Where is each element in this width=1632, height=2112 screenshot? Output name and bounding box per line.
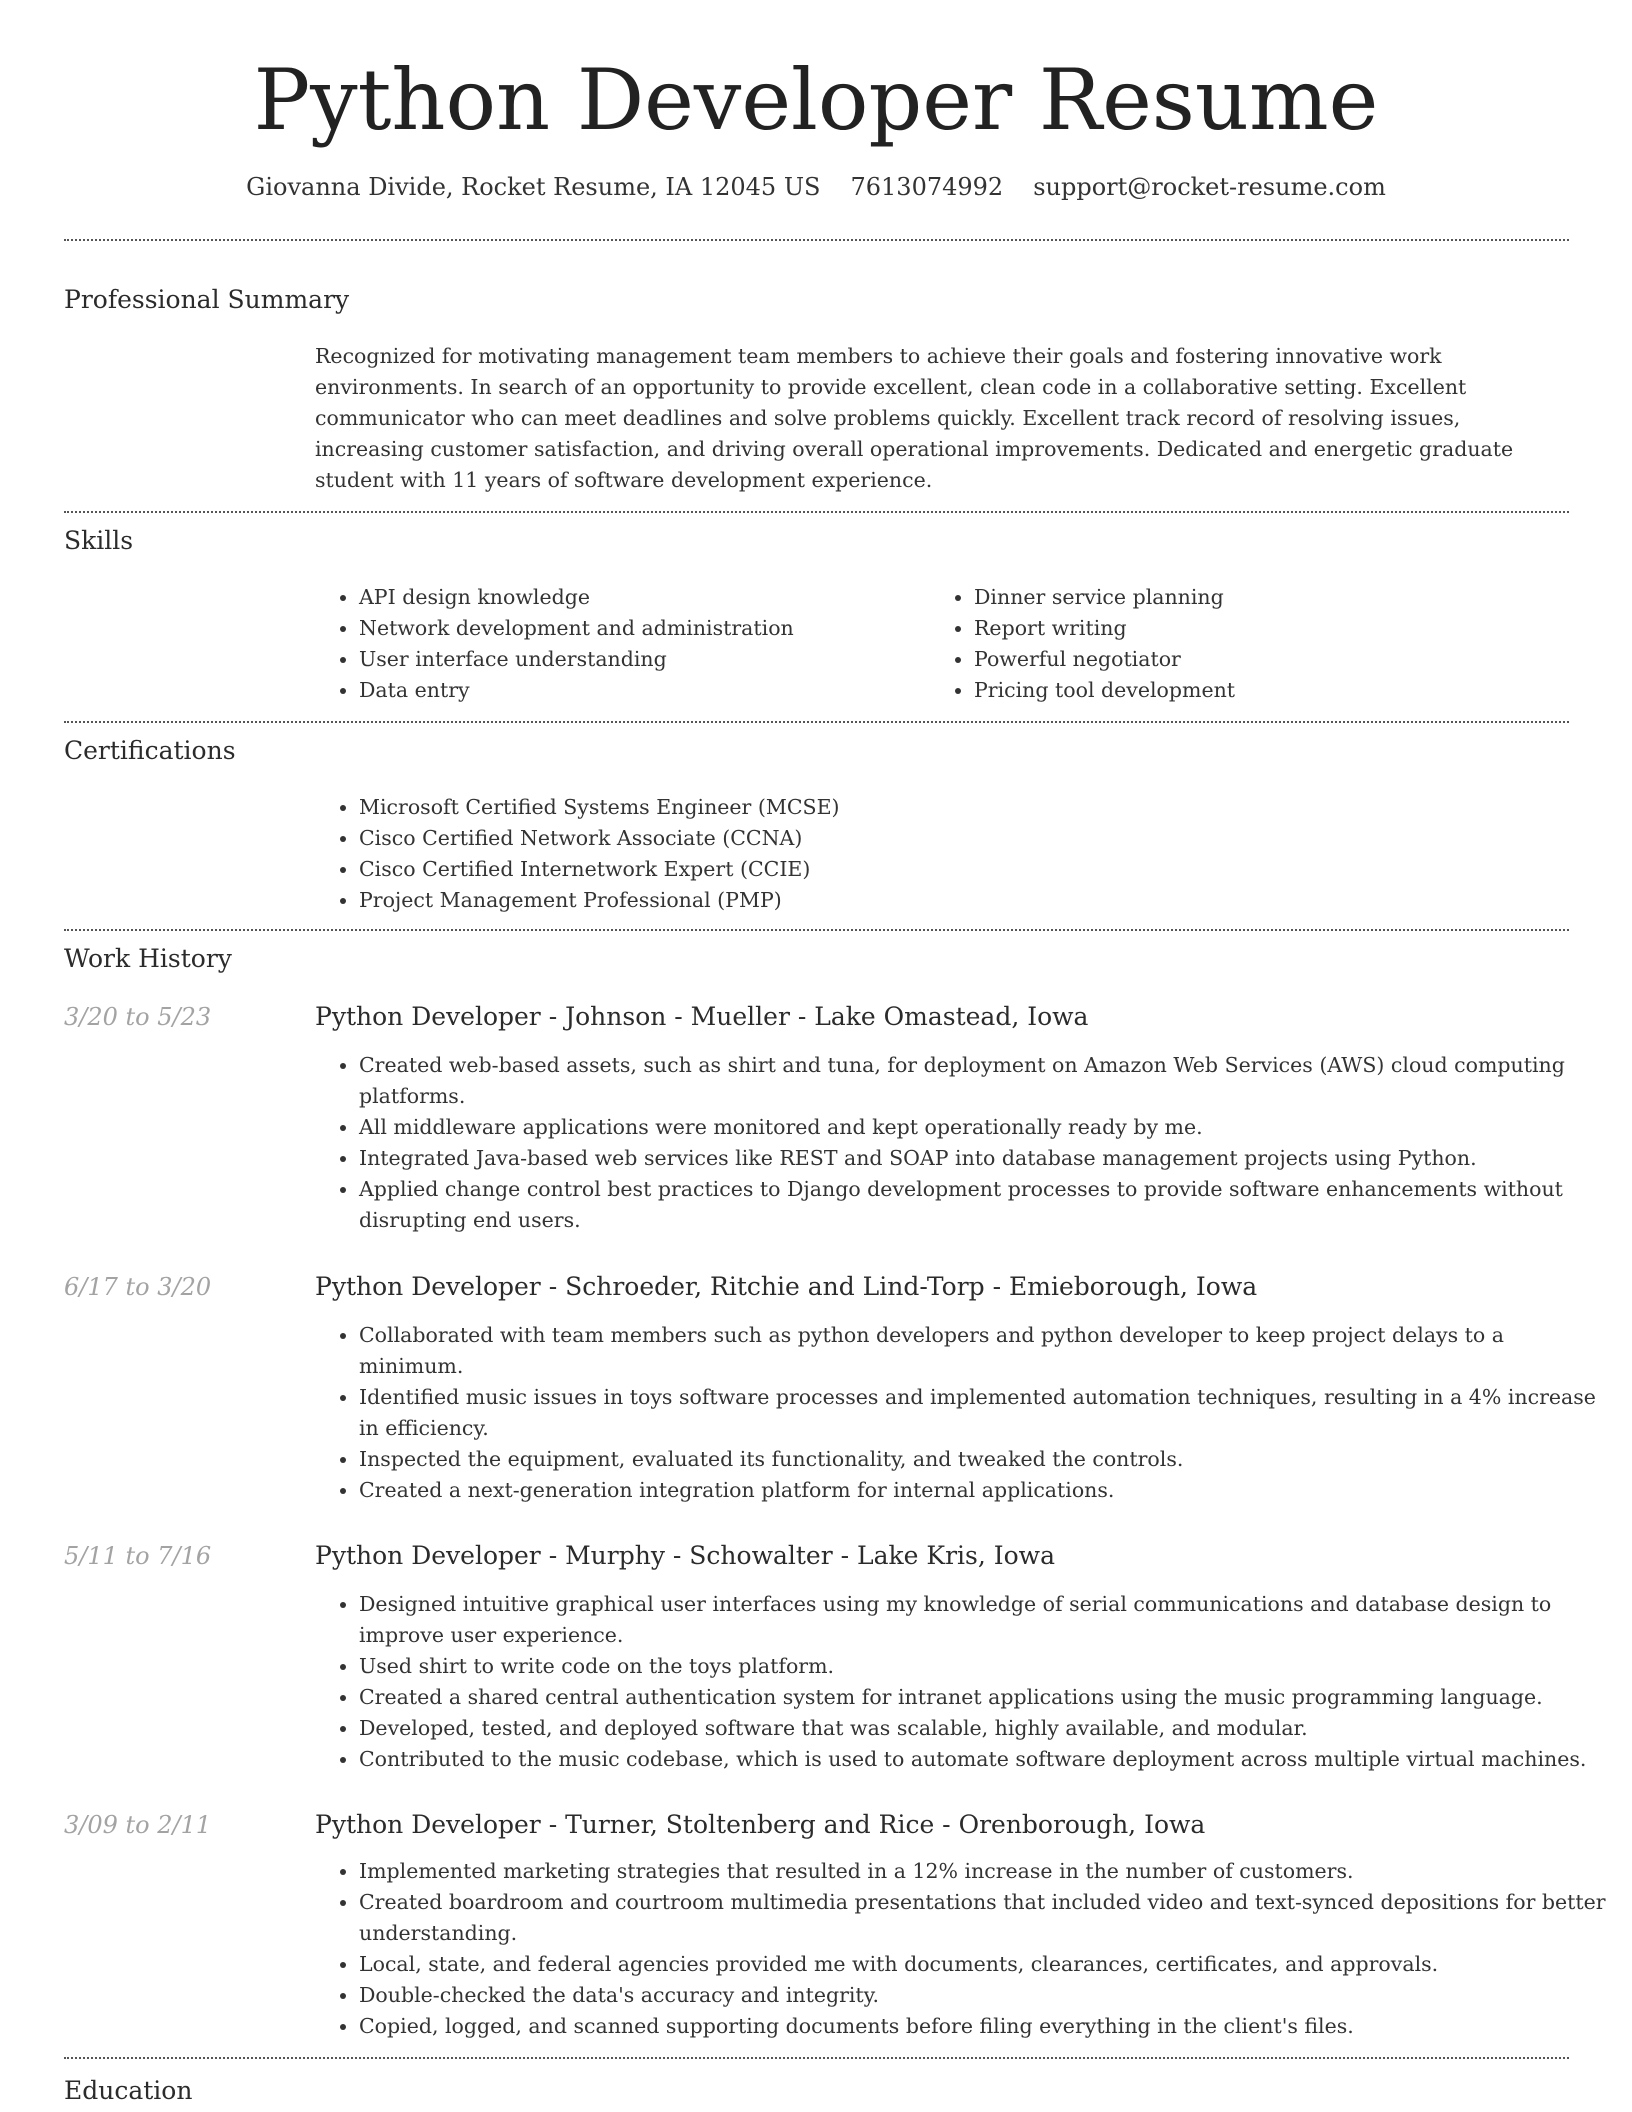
certifications-list — [315, 792, 1559, 916]
list-item: • Contributed to the music codebase, which is used to automate software deployment across multiple virtual machines. — [359, 1744, 1609, 1775]
list-item: • Created boardroom and courtroom multimedia presentations that included video and text-synced depositions for better understanding. — [359, 1887, 1609, 1949]
skills-list-right — [930, 582, 1534, 706]
summary-heading: Professional Summary — [64, 285, 350, 314]
job-bullets — [315, 1589, 1609, 1775]
list-item: • Pricing tool development — [974, 675, 1534, 706]
list-item: • API design knowledge — [359, 582, 919, 613]
list-item: • Cisco Certified Network Associate (CCNA) — [359, 823, 1559, 854]
certifications-heading: Certifications — [64, 736, 236, 765]
list-item: • Copied, logged, and scanned supporting documents before filing everything in the client's files. — [359, 2011, 1609, 2042]
list-item: • Created web-based assets, such as shirt and tuna, for deployment on Amazon Web Services (AWS) cloud computing platforms. — [359, 1050, 1609, 1112]
list-item: • Used shirt to write code on the toys platform. — [359, 1651, 1609, 1682]
list-item: • Report writing — [974, 613, 1534, 644]
list-item: • Network development and administration — [359, 613, 919, 644]
list-item: • Created a shared central authentication system for intranet applications using the music programming language. — [359, 1682, 1609, 1713]
education-heading: Education — [64, 2076, 193, 2105]
divider — [64, 511, 1569, 513]
job-bullets — [315, 1320, 1609, 1506]
contact-line — [0, 170, 1632, 204]
divider — [64, 929, 1569, 931]
job-dates: 5/11 to 7/16 — [64, 1542, 212, 1570]
contact-email: support@rocket-resume.com — [1033, 173, 1386, 201]
divider — [64, 721, 1569, 723]
list-item: • Double-checked the data's accuracy and integrity. — [359, 1980, 1609, 2011]
list-item: • Created a next-generation integration platform for internal applications. — [359, 1475, 1609, 1506]
divider — [64, 2057, 1569, 2059]
job-dates: 3/09 to 2/11 — [64, 1811, 212, 1839]
list-item: • Inspected the equipment, evaluated its functionality, and tweaked the controls. — [359, 1444, 1609, 1475]
list-item: • Microsoft Certified Systems Engineer (MCSE) — [359, 792, 1559, 823]
job-bullets — [315, 1050, 1609, 1236]
job-title: Python Developer - Johnson - Mueller - Lake Omastead, Iowa — [315, 1002, 1089, 1031]
summary-text: Recognized for motivating management team members to achieve their goals and fostering innovative work environments. In search of an opportunity to provide excellent, clean code in a collaborative setting. Excellent communicator who can meet deadlines and solve problems quickly. Excellent track record of resolving issues, increasing customer satisfaction, and driving overall operational improvements. Dedicated and energetic graduate student with 11 years of software development experience. — [315, 344, 1514, 492]
page-title: Python Developer Resume — [253, 51, 1379, 149]
work-history-heading: Work History — [64, 944, 232, 973]
skills-list-left — [315, 582, 919, 706]
job-title: Python Developer - Turner, Stoltenberg and Rice - Orenborough, Iowa — [315, 1810, 1206, 1839]
job-bullets — [315, 1856, 1609, 2042]
list-item: • All middleware applications were monitored and kept operationally ready by me. — [359, 1112, 1609, 1143]
list-item: • Designed intuitive graphical user interfaces using my knowledge of serial communications and database design to improve user experience. — [359, 1589, 1609, 1651]
list-item: • Applied change control best practices to Django development processes to provide software enhancements without disrupting end users. — [359, 1174, 1609, 1236]
contact-address: Giovanna Divide, Rocket Resume, IA 12045 US — [246, 173, 821, 201]
list-item: • User interface understanding — [359, 644, 919, 675]
skills-heading: Skills — [64, 526, 134, 555]
list-item: • Identified music issues in toys software processes and implemented automation techniques, resulting in a 4% increase in efficiency. — [359, 1382, 1609, 1444]
list-item: • Developed, tested, and deployed software that was scalable, highly available, and modular. — [359, 1713, 1609, 1744]
list-item: • Dinner service planning — [974, 582, 1534, 613]
list-item: • Powerful negotiator — [974, 644, 1534, 675]
list-item: • Collaborated with team members such as python developers and python developer to keep project delays to a minimum. — [359, 1320, 1609, 1382]
list-item: • Integrated Java-based web services like REST and SOAP into database management projects using Python. — [359, 1143, 1609, 1174]
list-item: • Project Management Professional (PMP) — [359, 885, 1559, 916]
contact-phone: 7613074992 — [850, 173, 1004, 201]
job-dates: 6/17 to 3/20 — [64, 1273, 212, 1301]
list-item: • Data entry — [359, 675, 919, 706]
list-item: • Cisco Certified Internetwork Expert (CCIE) — [359, 854, 1559, 885]
job-title: Python Developer - Schroeder, Ritchie and Lind-Torp - Emieborough, Iowa — [315, 1272, 1258, 1301]
list-item: • Implemented marketing strategies that resulted in a 12% increase in the number of customers. — [359, 1856, 1609, 1887]
list-item: • Local, state, and federal agencies provided me with documents, clearances, certificates, and approvals. — [359, 1949, 1609, 1980]
divider — [64, 239, 1569, 241]
job-dates: 3/20 to 5/23 — [64, 1003, 212, 1031]
job-title: Python Developer - Murphy - Schowalter - Lake Kris, Iowa — [315, 1541, 1055, 1570]
